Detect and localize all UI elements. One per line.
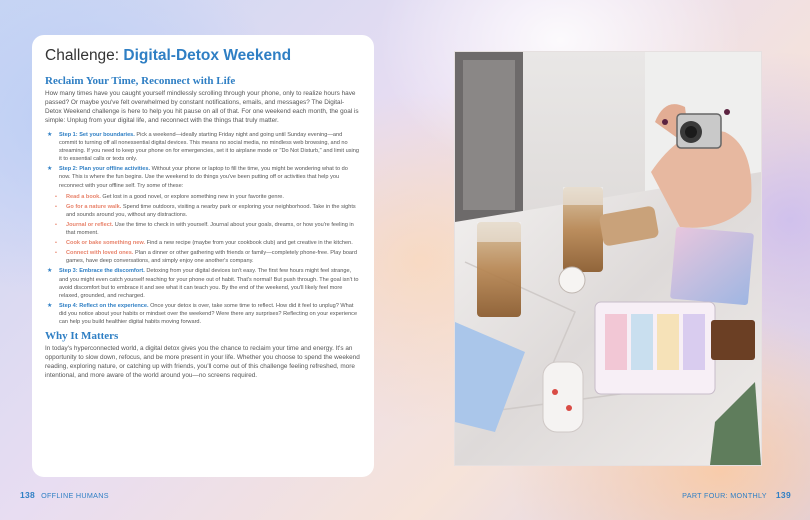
activity-text: Spend time outdoors, visiting a nearby park or exploring your neighborhood. Take in the sights and sounds around you, without any distractions.	[66, 203, 356, 218]
desk-photo	[454, 51, 762, 466]
bullet-dot-icon: •	[55, 240, 57, 247]
title-prefix: Challenge:	[45, 47, 124, 64]
bullet-dot-icon: •	[55, 193, 57, 200]
left-folio	[20, 490, 109, 500]
step-2	[45, 165, 360, 189]
step-label: Step 4: Reflect on the experience.	[59, 302, 149, 309]
star-icon: ★	[47, 166, 53, 173]
activity-item	[45, 239, 360, 247]
activity-text: Get lost in a good novel, or explore something new in your favorite genre.	[100, 193, 284, 200]
closing-paragraph: In today's hyperconnected world, a digital detox gives you the chance to reclaim your time and energy. It's an opportunity to slow down, refocus, and be more present in your life. Whether you choose to spend the weekend reading, exploring nature, or catching up with friends, you'll come out of this challenge feeling refreshed, more intentional, and more aware of the world around you—no screens required.	[45, 345, 360, 380]
step-label: Step 3: Embrace the discomfort.	[59, 268, 145, 275]
page-number-right: 139	[775, 490, 791, 500]
running-head-left: OFFLINE HUMANS	[41, 491, 109, 500]
step-label: Step 1: Set your boundaries.	[59, 132, 135, 138]
heading-reclaim: Reclaim Your Time, Reconnect with Life	[45, 75, 236, 87]
activities-list	[45, 193, 360, 266]
heading-why-it-matters: Why It Matters	[45, 330, 119, 343]
page-number-left: 138	[20, 490, 36, 500]
intro-paragraph: How many times have you caught yourself mindlessly scrolling through your phone, only to realize hours have passed? Or maybe you've felt overwhelmed by constant notifications, emails, and messages? The Digital-Detox Weekend challenge is here to help you hit pause on all of that. For one weekend each month, the goal is simple: Unplug from your digital life, and reconnect with the things that truly matter.	[45, 90, 359, 124]
activity-item	[45, 203, 360, 219]
star-icon: ★	[47, 132, 53, 138]
step-text: Without your phone or laptop to fill the time, you might be wondering what to do now. This is where the fun begins. Use the weekend to do things you've been putting off or activities that help you reconnect with your offline self. Try some of these:	[59, 166, 348, 189]
star-icon: ★	[47, 302, 53, 309]
title-highlight: Digital-Detox Weekend	[123, 47, 292, 64]
page-title	[45, 47, 360, 65]
activity-label: Cook or bake something new.	[66, 240, 146, 247]
photo-illustration	[455, 52, 761, 465]
steps-list	[45, 131, 360, 326]
activity-text: Plan a dinner or other gathering with friends or family—completely phone-free. Play board games, have deep conversations, and simply enjoy one another's company.	[66, 250, 358, 265]
activity-label: Go for a nature walk.	[66, 203, 122, 210]
activity-item	[45, 221, 360, 237]
step-text: Detoxing from your digital devices isn't easy. The first few hours might feel strange, and you might even catch yourself reaching for your phone out of habit. That's normal! But push through. The goal isn't to avoid discomfort but to embrace it and see what it can teach you. By the end of the weekend, you'll likely feel more relaxed, grounded, and recharged.	[59, 268, 359, 299]
activity-label: Connect with loved ones.	[66, 250, 134, 257]
running-head-right: PART FOUR: MONTHLY	[682, 491, 767, 500]
step-text: Pick a weekend—ideally starting Friday night and going until Sunday evening—and commit to turning off all nonessential digital devices. This means no social media, no mindless web browsing, and no streaming. If you need to keep your phone on for emergencies, set it to airplane mode or "Do Not Disturb," and limit using it to essential calls or texts only.	[59, 132, 359, 163]
step-3	[45, 267, 360, 299]
bullet-dot-icon: •	[55, 250, 57, 257]
right-folio	[682, 490, 791, 500]
step-label: Step 2: Plan your offline activities.	[59, 166, 151, 173]
activity-item	[45, 193, 360, 201]
star-icon: ★	[47, 268, 53, 275]
step-4	[45, 302, 360, 326]
challenge-panel	[32, 35, 374, 477]
step-1	[45, 131, 360, 163]
bullet-dot-icon: •	[55, 203, 57, 210]
step-text: Once your detox is over, take some time to reflect. How did it feel to unplug? What did you notice about your habits or mindset over the weekend? Were there any surprises? Reflecting on your experience can help you build healthier digital habits moving forward.	[59, 302, 358, 325]
activity-label: Journal or reflect.	[66, 221, 114, 228]
bullet-dot-icon: •	[55, 221, 57, 228]
activity-item	[45, 249, 360, 265]
activity-text: Use the time to check in with yourself. Journal about your goals, dreams, or how you're feeling in that moment.	[66, 221, 354, 237]
activity-label: Read a book.	[66, 193, 101, 200]
activity-text: Find a new recipe (maybe from your cookbook club) and get creative in the kitchen.	[145, 240, 353, 247]
